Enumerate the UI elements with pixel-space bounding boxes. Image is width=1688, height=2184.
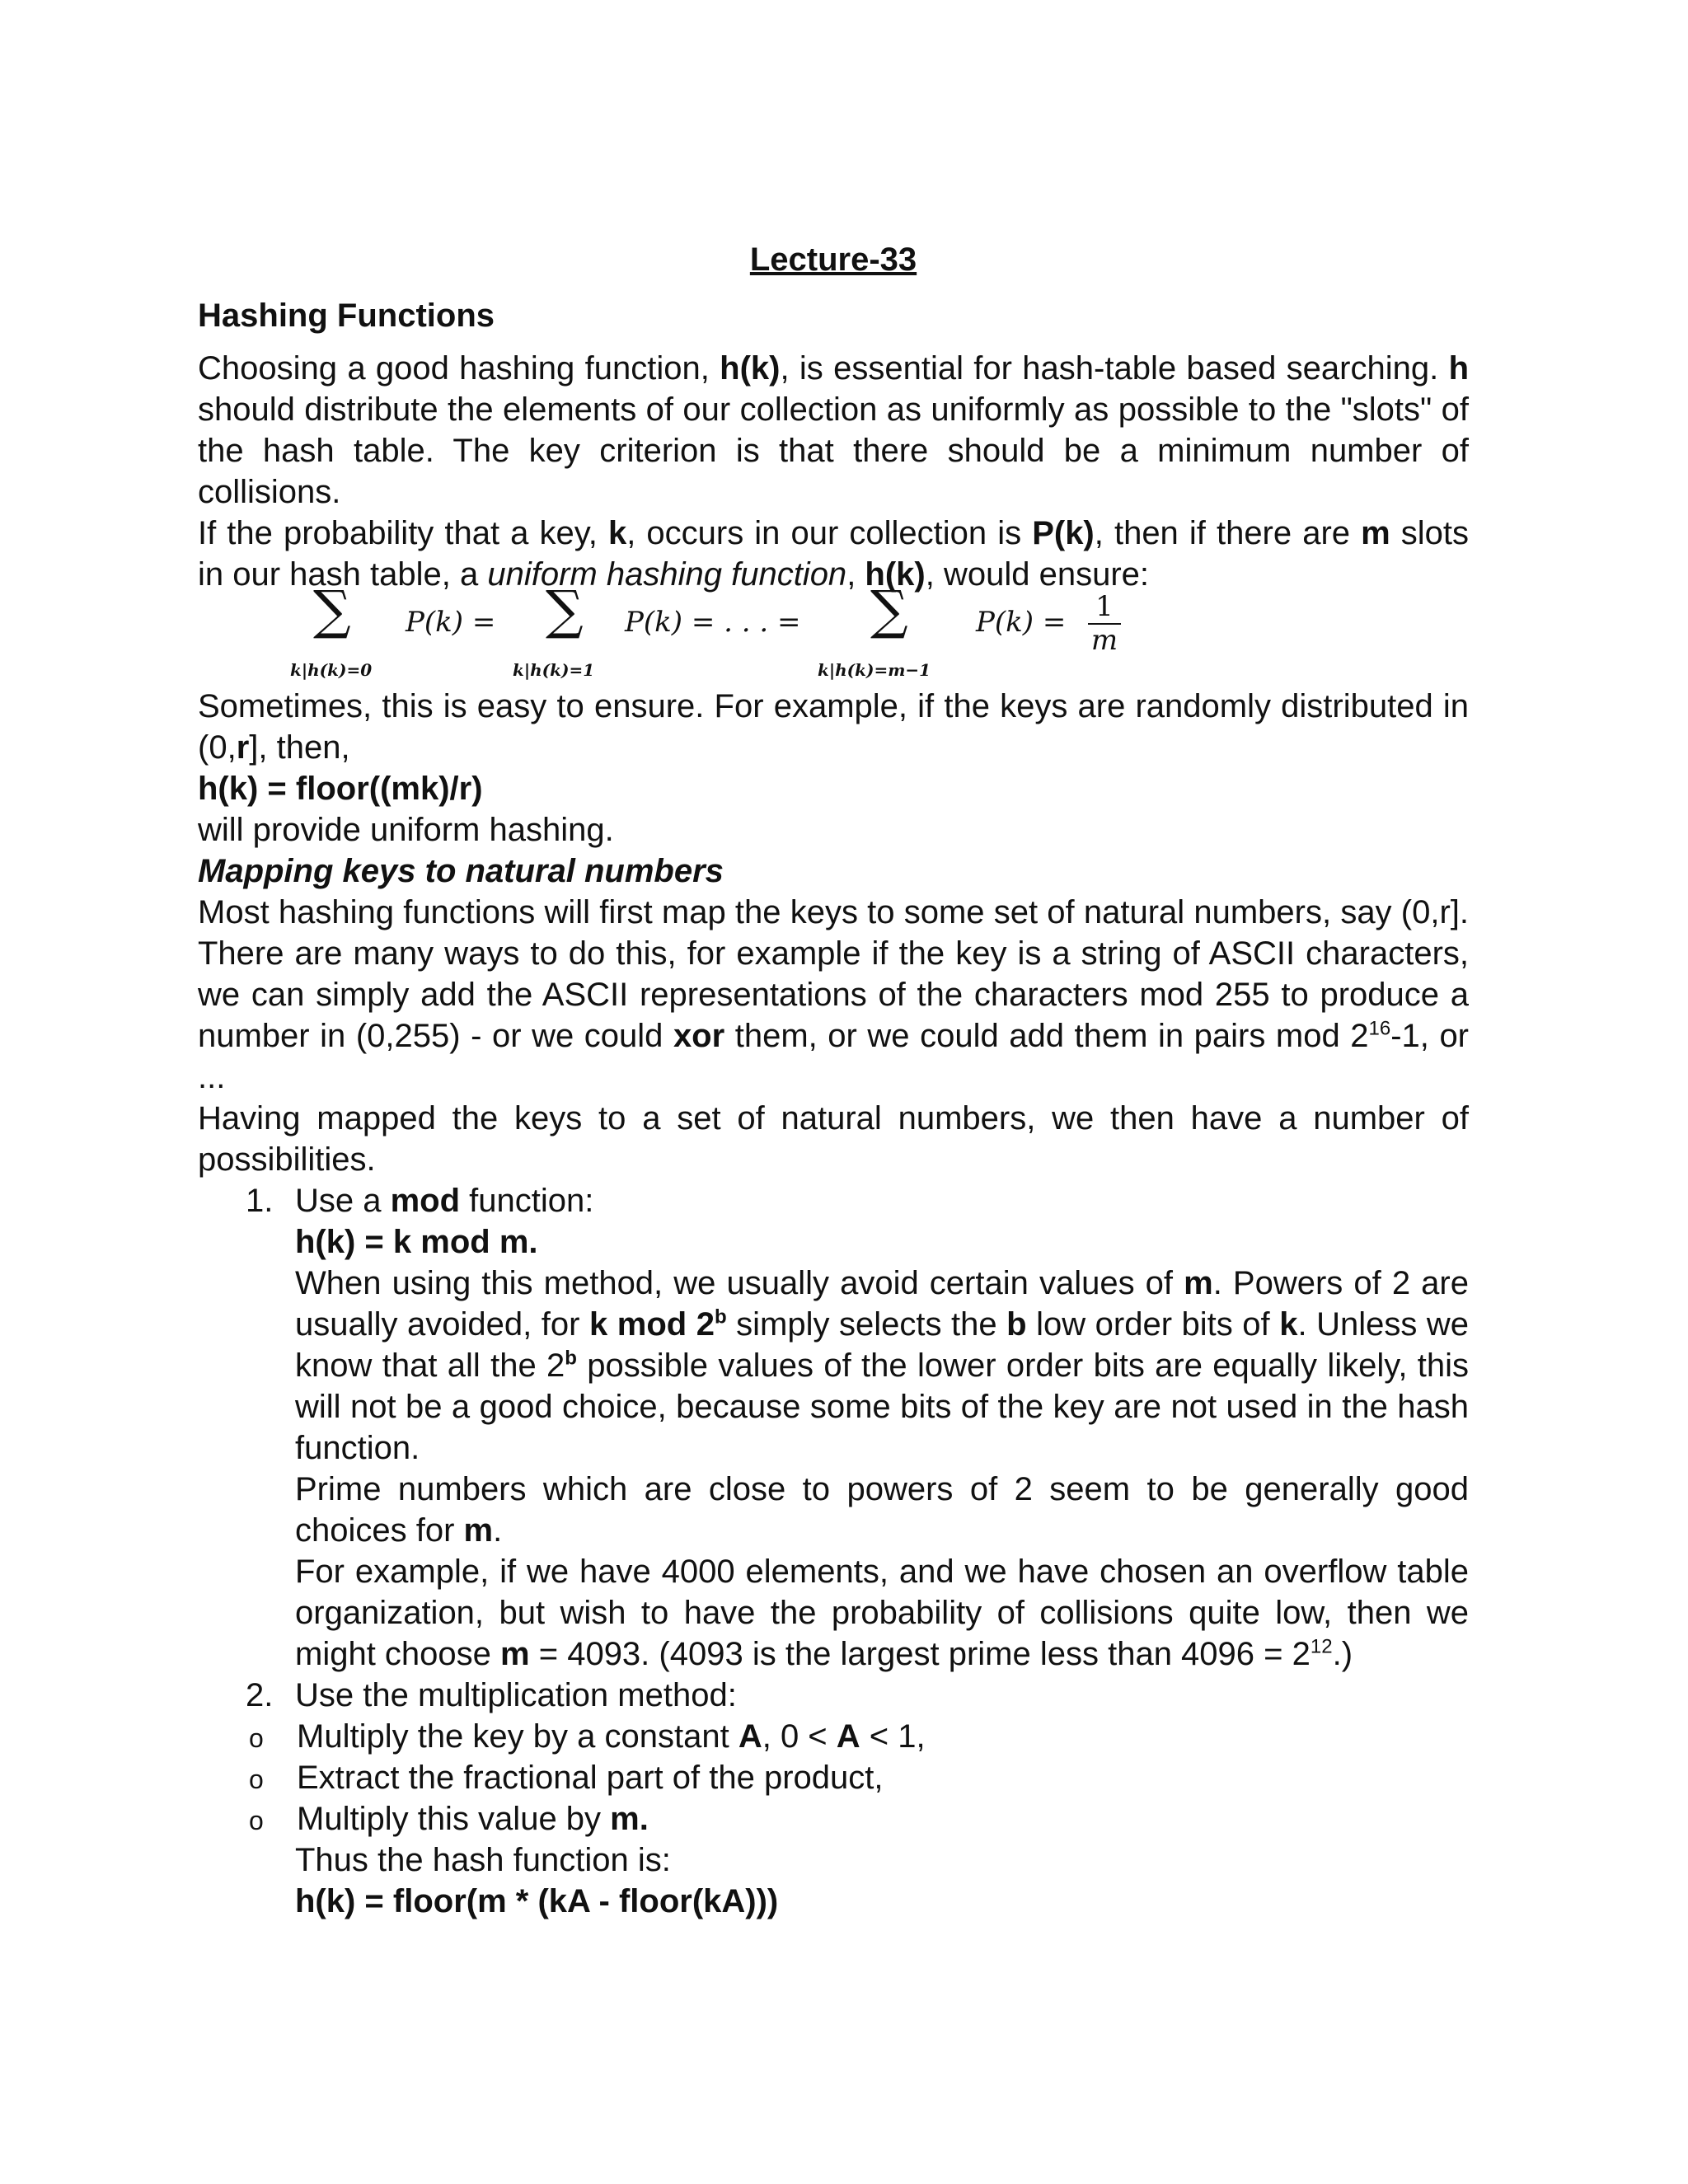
bullet-icon: o	[249, 1806, 264, 1835]
methods-list	[198, 1180, 1469, 1922]
subheading-mapping: Mapping keys to natural numbers	[198, 853, 724, 889]
sigma-symbol: ∑	[313, 580, 351, 641]
thus-line: Thus the hash function is:	[295, 1842, 671, 1878]
uniform-hashing-equation	[198, 580, 1469, 686]
paragraph-mapping: Most hashing functions will first map the keys to some set of natural numbers, say (0,r]. There are many ways to do this, for example if the key is a string of ASCII characters, we can simply add the ASCII representations of the characters mod 255 to produce a number in (0,255) - or we could xor them, or we could add them in pairs mod $2^{16}-1$, or ...	[198, 894, 1470, 1095]
bullet-icon: o	[249, 1723, 264, 1753]
sigma-symbol: ∑	[546, 580, 584, 641]
pk-term-3: P(k) =	[976, 606, 1067, 639]
mod-line: Use a mod function:	[295, 1183, 594, 1219]
lecture-title: Lecture-33	[749, 241, 917, 278]
multiplication-steps	[198, 1716, 1469, 1840]
formula-floor: h(k) = floor((mk)/r)	[198, 771, 483, 807]
step-extract-fraction: o Extract the fractional part of the product,	[198, 1757, 1469, 1798]
section-heading: Hashing Functions	[198, 298, 495, 334]
paragraph-example: Sometimes, this is easy to ensure. For example, if the keys are randomly distributed in (0,r], then,	[198, 688, 1469, 766]
fraction-denominator: m	[1090, 624, 1118, 657]
mod-explanation: When using this method, we usually avoid certain values of m. Powers of 2 are usually avoided, for k mod 2$^b$ simply selects the b low order bits of k. Unless we know that all the 2$^b$ possible values of the lower order bits are equally likely, this will not be a good choice, because some bits of the key are not used in the hash function.	[295, 1265, 1470, 1466]
paragraph-intro: Choosing a good hashing function, h(k), is essential for hash-table based searching. h should distribute the elements of our collection as uniformly as possible to the "slots" of the hash table. The key criterion is that there should be a minimum number of collisions.	[198, 350, 1469, 510]
fraction-numerator: 1	[1088, 590, 1121, 625]
prime-numbers-note: Prime numbers which are close to powers of 2 seem to be generally good choices for m.	[295, 1471, 1469, 1549]
paragraph-possibilities: Having mapped the keys to a set of natural numbers, we then have a number of possibilities.	[198, 1100, 1469, 1178]
list-item-mod	[198, 1180, 1469, 1675]
sum-index-m-1: k|h(k)=m−1	[818, 660, 931, 680]
multiplication-formula: h(k) = floor(m * (kA - floor(kA)))	[295, 1883, 779, 1919]
pk-term-2: P(k) = . . . =	[625, 606, 801, 639]
bullet-icon: o	[249, 1765, 264, 1794]
multiplication-line: Use the multiplication method:	[295, 1677, 737, 1713]
list-number: 1.	[246, 1183, 274, 1219]
sum-index-0: k|h(k)=0	[290, 660, 373, 680]
mod-formula: h(k) = k mod m.	[295, 1224, 538, 1260]
example-4093: For example, if we have 4000 elements, and we have chosen an overflow table organization, but wish to have the probability of collisions quite low, then we might choose m = 4093. (4093 is the largest prime less than $4096 = 2^{12}$.)	[295, 1554, 1469, 1672]
sum-index-1: k|h(k)=1	[513, 660, 595, 680]
list-item-multiplication	[198, 1675, 1469, 1922]
paragraph-probability: If the probability that a key, k, occurs in our collection is P(k), then if there are m slots in our hash table, a uniform hashing function, h(k), would ensure:	[198, 515, 1469, 593]
sigma-symbol: ∑	[870, 580, 908, 641]
step-multiply-constant: o Multiply the key by a constant A, 0 < A < 1,	[198, 1716, 1469, 1757]
step-multiply-m: o Multiply this value by m.	[198, 1798, 1469, 1840]
document-page	[198, 239, 1469, 1922]
pk-term-1: P(k) =	[406, 606, 496, 639]
one-over-m-fraction	[1088, 590, 1121, 656]
list-number: 2.	[246, 1677, 274, 1713]
paragraph-uniform: will provide uniform hashing.	[198, 812, 614, 848]
